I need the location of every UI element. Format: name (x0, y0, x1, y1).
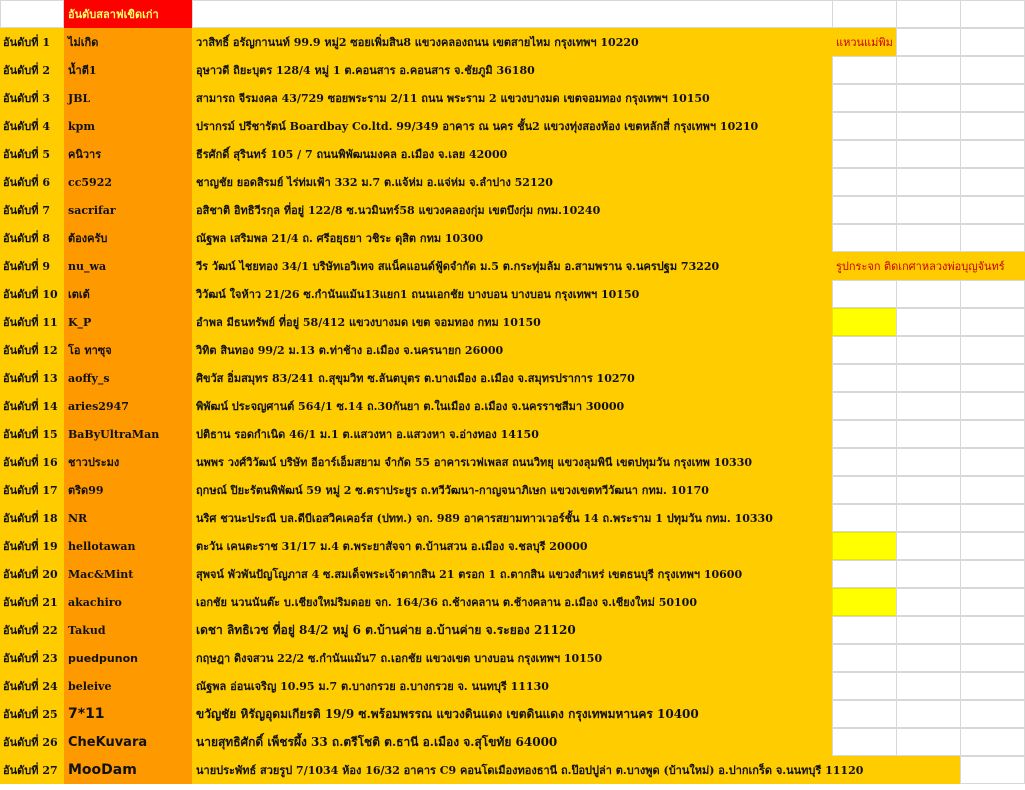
address-cell[interactable]: ศิขวัส อิ่มสมุทร 83/241 ถ.สุขุมวิท ซ.ลันตบุตร ต.บางเมือง อ.เมือง จ.สมุทรปราการ 10270 (192, 364, 833, 392)
address-cell[interactable]: อุษาวดี ถิยะบุตร 128/4 หมู่ 1 ต.คอนสาร อ.คอนสาร จ.ชัยภูมิ 36180 (192, 56, 833, 84)
nickname-cell[interactable]: Mac&Mint (64, 560, 192, 588)
address-cell[interactable]: กฤษฎา ดิงจสวน 22/2 ซ.กำนันแม้น7 ถ.เอกชัย แขวงเขต บางบอน กรุงเทพฯ 10150 (192, 644, 833, 672)
empty-cell[interactable] (960, 364, 1025, 392)
empty-cell[interactable] (896, 140, 961, 168)
rank-cell[interactable]: อันดับที่ 23 (0, 644, 64, 672)
note-cell[interactable] (832, 112, 897, 140)
nickname-cell[interactable]: เตเต้ (64, 280, 192, 308)
empty-cell[interactable] (896, 84, 961, 112)
empty-cell[interactable] (896, 588, 961, 616)
rank-cell[interactable]: อันดับที่ 20 (0, 560, 64, 588)
nickname-cell[interactable]: MooDam (64, 756, 192, 784)
address-cell[interactable]: ชาญชัย ยอดสิรมย์ ไร่ท่มเฟ้า 332 ม.7 ต.แจ้ห่ม อ.แจ่ห่ม จ.ลำปาง 52120 (192, 168, 833, 196)
nickname-cell[interactable]: คนิวาร (64, 140, 192, 168)
address-cell[interactable]: วิทิต สินทอง 99/2 ม.13 ต.ท่าช้าง อ.เมือง จ.นครนายก 26000 (192, 336, 833, 364)
nickname-cell[interactable]: akachiro (64, 588, 192, 616)
empty-cell[interactable] (960, 476, 1025, 504)
address-cell[interactable]: นายประพัทธ์ สวยรูป 7/1034 ห้อง 16/32 อาคาร C9 คอนโดเมืองทองธานี ถ.ป๊อปปูล่า ต.บางพูด (บ้านใหม่) อ.ปากเกร็ด จ.นนทบุรี 11120 (192, 756, 961, 784)
note-cell[interactable] (832, 644, 897, 672)
address-cell[interactable]: เดชา ลิทธิเวช ที่อยู่ 84/2 หมู่ 6 ต.บ้านค่าย อ.บ้านค่าย จ.ระยอง 21120 (192, 616, 833, 644)
empty-cell[interactable] (896, 532, 961, 560)
nickname-cell[interactable]: cc5922 (64, 168, 192, 196)
nickname-cell[interactable]: Takud (64, 616, 192, 644)
note-cell[interactable] (832, 700, 897, 728)
address-cell[interactable]: ธีรศักดิ์ สุรินทร์ 105 / 7 ถนนพิพัฒนมงคล อ.เมือง จ.เลย 42000 (192, 140, 833, 168)
empty-cell[interactable] (960, 616, 1025, 644)
empty-cell[interactable] (896, 56, 961, 84)
note-cell[interactable] (832, 392, 897, 420)
empty-cell[interactable] (960, 560, 1025, 588)
empty-cell[interactable] (960, 280, 1025, 308)
header-empty-cell[interactable] (896, 0, 961, 28)
note-cell[interactable] (832, 84, 897, 112)
header-empty-cell[interactable] (832, 0, 897, 28)
nickname-cell[interactable]: โอ ทาซุจ (64, 336, 192, 364)
note-cell[interactable] (832, 420, 897, 448)
nickname-cell[interactable]: ตริด99 (64, 476, 192, 504)
empty-cell[interactable] (960, 700, 1025, 728)
rank-cell[interactable]: อันดับที่ 13 (0, 364, 64, 392)
note-cell[interactable]: รูปกระจก ติดเกศาหลวงพ่อบุญจันทร์ (832, 252, 1025, 280)
note-cell[interactable] (832, 308, 897, 336)
rank-cell[interactable]: อันดับที่ 7 (0, 196, 64, 224)
empty-cell[interactable] (960, 84, 1025, 112)
empty-cell[interactable] (960, 336, 1025, 364)
empty-cell[interactable] (896, 700, 961, 728)
empty-cell[interactable] (896, 364, 961, 392)
rank-cell[interactable]: อันดับที่ 4 (0, 112, 64, 140)
address-cell[interactable]: นริศ ชวนะประณี บล.ดีบีเอสวิคเคอร์ส (ปทท.) จก. 989 อาคารสยามทาวเวอร์ชั้น 14 ถ.พระราม 1 ปทุมวัน กทม. 10330 (192, 504, 833, 532)
empty-cell[interactable] (960, 448, 1025, 476)
empty-cell[interactable] (896, 672, 961, 700)
address-cell[interactable]: ตะวัน เคนตะราช 31/17 ม.4 ต.พระยาสัจจา ต.บ้านสวน อ.เมือง จ.ชลบุรี 20000 (192, 532, 833, 560)
nickname-cell[interactable]: JBL (64, 84, 192, 112)
rank-cell[interactable]: อันดับที่ 15 (0, 420, 64, 448)
empty-cell[interactable] (896, 112, 961, 140)
empty-cell[interactable] (896, 392, 961, 420)
nickname-cell[interactable]: beleive (64, 672, 192, 700)
empty-cell[interactable] (960, 420, 1025, 448)
rank-cell[interactable]: อันดับที่ 27 (0, 756, 64, 784)
note-cell[interactable] (832, 280, 897, 308)
empty-cell[interactable] (896, 448, 961, 476)
header-empty-cell[interactable] (960, 0, 1025, 28)
note-cell[interactable] (832, 224, 897, 252)
empty-cell[interactable] (960, 756, 1025, 784)
nickname-cell[interactable]: hellotawan (64, 532, 192, 560)
rank-cell[interactable]: อันดับที่ 3 (0, 84, 64, 112)
note-cell[interactable]: แหวนแม่พิม (832, 28, 897, 56)
rank-cell[interactable]: อันดับที่ 21 (0, 588, 64, 616)
empty-cell[interactable] (896, 224, 961, 252)
address-cell[interactable]: ขวัญชัย หิรัญอุดมเกียรติ 19/9 ซ.พร้อมพรรณ แขวงดินแดง เขตดินแดง กรุงเทพมหานคร 10400 (192, 700, 833, 728)
empty-cell[interactable] (960, 112, 1025, 140)
rank-cell[interactable]: อันดับที่ 25 (0, 700, 64, 728)
nickname-cell[interactable]: aoffy_s (64, 364, 192, 392)
nickname-cell[interactable]: aries2947 (64, 392, 192, 420)
empty-cell[interactable] (896, 336, 961, 364)
empty-cell[interactable] (960, 168, 1025, 196)
note-cell[interactable] (832, 168, 897, 196)
rank-cell[interactable]: อันดับที่ 10 (0, 280, 64, 308)
note-cell[interactable] (832, 560, 897, 588)
rank-cell[interactable]: อันดับที่ 19 (0, 532, 64, 560)
address-cell[interactable]: ปติธาน รอดกำเนิด 46/1 ม.1 ต.แสวงหา อ.แสวงหา จ.อ่างทอง 14150 (192, 420, 833, 448)
empty-cell[interactable] (896, 644, 961, 672)
nickname-cell[interactable]: kpm (64, 112, 192, 140)
empty-cell[interactable] (896, 560, 961, 588)
rank-cell[interactable]: อันดับที่ 18 (0, 504, 64, 532)
note-cell[interactable] (832, 476, 897, 504)
empty-cell[interactable] (896, 616, 961, 644)
empty-cell[interactable] (896, 196, 961, 224)
empty-cell[interactable] (960, 392, 1025, 420)
rank-cell[interactable]: อันดับที่ 22 (0, 616, 64, 644)
note-cell[interactable] (832, 672, 897, 700)
address-cell[interactable]: ณัฐพล เสริมพล 21/4 ถ. ศรีอยุธยา วชิระ ดุสิต กทม 10300 (192, 224, 833, 252)
empty-cell[interactable] (896, 280, 961, 308)
nickname-cell[interactable]: BaByUltraMan (64, 420, 192, 448)
address-cell[interactable]: ณัฐพล อ่อนเจริญ 10.95 ม.7 ต.บางกรวย อ.บางกรวย จ. นนทบุรี 11130 (192, 672, 833, 700)
note-cell[interactable] (832, 196, 897, 224)
note-cell[interactable] (832, 532, 897, 560)
header-empty-cell[interactable] (192, 0, 833, 28)
empty-cell[interactable] (896, 728, 961, 756)
nickname-cell[interactable]: ต้องครับ (64, 224, 192, 252)
address-cell[interactable]: วาสิทธิ์ อรัญกานนท์ 99.9 หมู่2 ซอยเพิ่มสิน8 แขวงคลองถนน เขตสายไหม กรุงเทพฯ 10220 (192, 28, 833, 56)
address-cell[interactable]: ปรากรม์ ปรีชารัตน์ Boardbay Co.ltd. 99/349 อาคาร ณ นคร ชั้น2 แขวงทุ่งสองห้อง เขตหลักสี่ กรุงเทพฯ 10210 (192, 112, 833, 140)
note-cell[interactable] (832, 504, 897, 532)
empty-cell[interactable] (896, 308, 961, 336)
rank-cell[interactable]: อันดับที่ 16 (0, 448, 64, 476)
empty-cell[interactable] (960, 532, 1025, 560)
empty-cell[interactable] (896, 28, 961, 56)
empty-cell[interactable] (960, 56, 1025, 84)
empty-cell[interactable] (960, 224, 1025, 252)
nickname-cell[interactable]: 7*11 (64, 700, 192, 728)
rank-cell[interactable]: อันดับที่ 8 (0, 224, 64, 252)
nickname-cell[interactable]: K_P (64, 308, 192, 336)
note-cell[interactable] (832, 448, 897, 476)
note-cell[interactable] (832, 140, 897, 168)
address-cell[interactable]: ฤกษณ์ ปิยะรัตนพิพัฒน์ 59 หมู่ 2 ซ.ตราประยูร ถ.ทวีวัฒนา-กาญจนาภิเษก แขวงเขตทวีวัฒนา กทม. 10170 (192, 476, 833, 504)
nickname-cell[interactable]: NR (64, 504, 192, 532)
address-cell[interactable]: อำพล มีธนทรัพย์ ที่อยู่ 58/412 แขวงบางมด เขต จอมทอง กทม 10150 (192, 308, 833, 336)
rank-cell[interactable]: อันดับที่ 24 (0, 672, 64, 700)
header-empty-cell[interactable] (0, 0, 64, 28)
address-cell[interactable]: นายสุทธิศักดิ์ เพ็ชรผึ้ง 33 ถ.ตรีโชติ ต.ธานี อ.เมือง จ.สุโขทัย 64000 (192, 728, 833, 756)
empty-cell[interactable] (960, 728, 1025, 756)
rank-cell[interactable]: อันดับที่ 12 (0, 336, 64, 364)
empty-cell[interactable] (896, 504, 961, 532)
nickname-cell[interactable]: ไม่เกิด (64, 28, 192, 56)
nickname-cell[interactable]: puedpunon (64, 644, 192, 672)
rank-cell[interactable]: อันดับที่ 11 (0, 308, 64, 336)
note-cell[interactable] (832, 364, 897, 392)
empty-cell[interactable] (896, 420, 961, 448)
nickname-cell[interactable]: น้ำตี1 (64, 56, 192, 84)
empty-cell[interactable] (960, 140, 1025, 168)
rank-cell[interactable]: อันดับที่ 26 (0, 728, 64, 756)
note-cell[interactable] (832, 336, 897, 364)
rank-cell[interactable]: อันดับที่ 9 (0, 252, 64, 280)
header-title[interactable]: อันดับสลาฟเขิดเก่า (64, 0, 192, 28)
rank-cell[interactable]: อันดับที่ 17 (0, 476, 64, 504)
empty-cell[interactable] (960, 28, 1025, 56)
rank-cell[interactable]: อันดับที่ 6 (0, 168, 64, 196)
empty-cell[interactable] (896, 476, 961, 504)
nickname-cell[interactable]: nu_wa (64, 252, 192, 280)
note-cell[interactable] (832, 728, 897, 756)
address-cell[interactable]: พิพัฒน์ ประจญศานต์ 564/1 ซ.14 ถ.30กันยา ต.ในเมือง อ.เมือง จ.นครราชสีมา 30000 (192, 392, 833, 420)
address-cell[interactable]: วีร วัฒน์ ไชยทอง 34/1 บริษัทเอวิเทจ สแน็คแอนด์ฟู้ดจำกัด ม.5 ต.กระทุ่มล้ม อ.สามพราน จ.นครปฐม 73220 (192, 252, 833, 280)
empty-cell[interactable] (960, 504, 1025, 532)
empty-cell[interactable] (960, 672, 1025, 700)
empty-cell[interactable] (960, 588, 1025, 616)
rank-cell[interactable]: อันดับที่ 5 (0, 140, 64, 168)
note-cell[interactable] (832, 616, 897, 644)
address-cell[interactable]: สามารถ จีรมงคล 43/729 ซอยพระราม 2/11 ถนน พระราม 2 แขวงบางมด เขตจอมทอง กรุงเทพฯ 10150 (192, 84, 833, 112)
nickname-cell[interactable]: CheKuvara (64, 728, 192, 756)
nickname-cell[interactable]: sacrifar (64, 196, 192, 224)
empty-cell[interactable] (896, 168, 961, 196)
rank-cell[interactable]: อันดับที่ 1 (0, 28, 64, 56)
rank-cell[interactable]: อันดับที่ 14 (0, 392, 64, 420)
address-cell[interactable]: สุพจน์ พัวพันปัญโญภาส 4 ซ.สมเด็จพระเจ้าตากสิน 21 ตรอก 1 ถ.ตากสิน แขวงสำเหร่ เขตธนบุรี กรุงเทพฯ 10600 (192, 560, 833, 588)
address-cell[interactable]: อสิชาติ อิทธิวีรกุล ที่อยู่ 122/8 ซ.นวมินทร์58 แขวงคลองกุ่ม เขตบึงกุ่ม กทม.10240 (192, 196, 833, 224)
empty-cell[interactable] (960, 308, 1025, 336)
empty-cell[interactable] (960, 644, 1025, 672)
note-cell[interactable] (832, 588, 897, 616)
note-cell[interactable] (832, 56, 897, 84)
address-cell[interactable]: เอกชัย นวนนันต๊ะ บ.เชียงใหม่ริมดอย จก. 164/36 ถ.ช้างคลาน ต.ช้างคลาน อ.เมือง จ.เชียงใหม่ 50100 (192, 588, 833, 616)
empty-cell[interactable] (960, 196, 1025, 224)
rank-cell[interactable]: อันดับที่ 2 (0, 56, 64, 84)
address-cell[interactable]: วิวัฒน์ ใจห้าว 21/26 ซ.กำนันแม้น13แยก1 ถนนเอกชัย บางบอน บางบอน กรุงเทพฯ 10150 (192, 280, 833, 308)
address-cell[interactable]: นพพร วงศ์วิวัฒน์ บริษัท อีอาร์เอ็มสยาม จำกัด 55 อาคารเวฟเพลส ถนนวิทยุ แขวงลุมพินี เขตปทุมวัน กรุงเทพ 10330 (192, 448, 833, 476)
nickname-cell[interactable]: ชาวประมง (64, 448, 192, 476)
